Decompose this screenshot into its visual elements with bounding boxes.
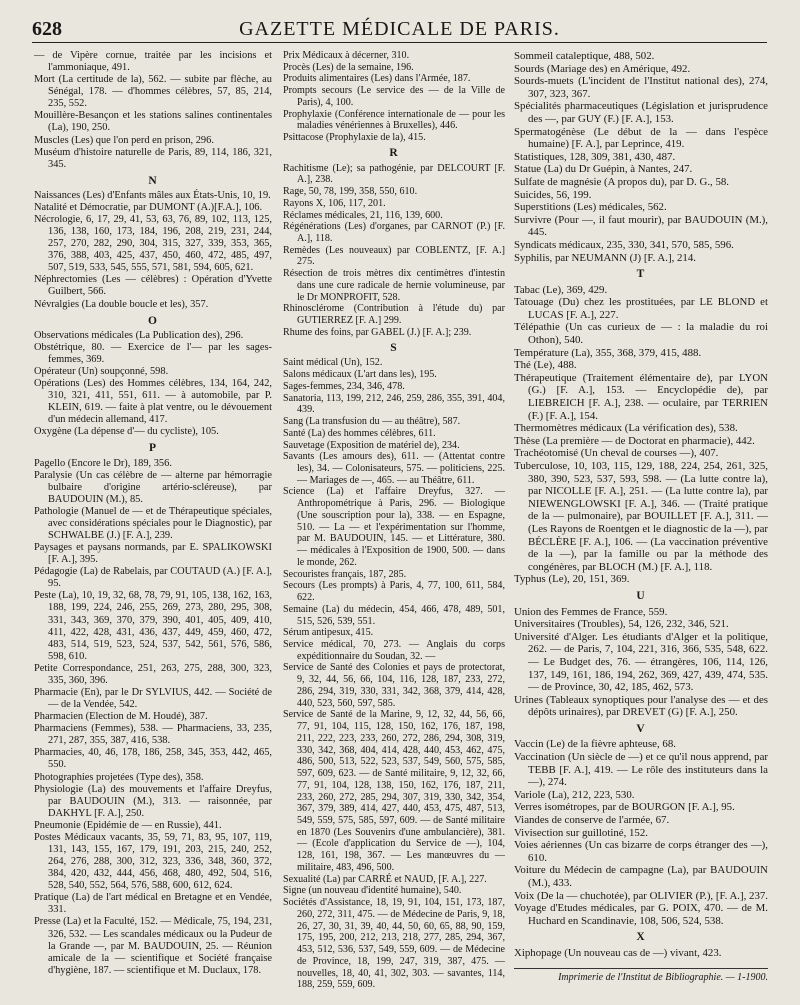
- index-entry: Sang (La transfusion du — au théâtre), 587.: [283, 416, 461, 428]
- index-entry: Tabac (Le), 369, 429.: [514, 283, 608, 296]
- section-letter: S: [390, 341, 398, 354]
- index-entry: Rayons X, 106, 117, 201.: [283, 197, 386, 209]
- index-entry: Syphilis, par NEUMANN (J) [F. A.], 214.: [514, 251, 696, 264]
- index-entry: Science (La) et l'affaire Dreyfus, 327. — Anthropométrique à Paris, 296. — Biologique (Une souscription pour la), 338. — en Espagne, 510. — La — et l'expérimentation sur l'homme, par M. BAUDOUIN, 145. — et Littérature, 380. — médicales à l'Exposition de 1900, 500. — dans le monde, 262.: [283, 486, 505, 568]
- index-entry: Suicides, 56, 199.: [514, 188, 592, 201]
- index-entry: Naissances (Les) d'Enfants mâles aux États-Unis, 10, 19.: [34, 189, 271, 201]
- index-entry: Urines (Tableaux synoptiques pour l'analyse des — et des dépôts urinaires), par DREVET (G) [F. A.], 250.: [514, 693, 768, 719]
- index-entry: Service médical, 70, 273. — Anglais du corps expéditionnaire du Soudan, 32. —: [283, 638, 505, 662]
- index-entry: Voix (De la — chuchotée), par OLIVIER (P.), [F. A.], 237.: [514, 889, 769, 902]
- index-entry: Trachéotomisé (Un cheval de courses —), 407.: [514, 447, 719, 460]
- index-entry: Muséum d'histoire naturelle de Paris, 89, 114, 186, 321, 345.: [34, 146, 272, 170]
- index-entry: Signe (un nouveau d'identité humaine), 540.: [283, 885, 462, 897]
- section-letter: T: [636, 268, 646, 281]
- index-entry: Pharmaciens (Femmes), 538. — Pharmaciens, 33, 235, 271, 287, 355, 387, 416, 538.: [34, 723, 272, 747]
- index-entry: Sages-femmes, 234, 346, 478.: [283, 380, 405, 392]
- page-number: 628: [32, 18, 62, 40]
- index-entry: Sulfate de magnésie (A propos du), par D. G., 58.: [514, 175, 730, 188]
- section-letter: O: [148, 314, 158, 327]
- index-entry: Statue (La) du Dr Guépin, à Nantes, 247.: [514, 163, 693, 176]
- index-column-3: [514, 50, 768, 984]
- index-entry: Résection de trois mètres dix centimètres d'intestin dans une cure radicale de hernie volumineuse, par le Dr MONPROFIT, 528.: [283, 268, 505, 303]
- index-entry: Tatouage (Du) chez les prostituées, par LE BLOND et LUCAS [F. A.], 227.: [514, 296, 768, 321]
- index-entry: Peste (La), 10, 19, 32, 68, 78, 79, 91, 105, 138, 162, 163, 188, 199, 224, 246, 255, 269, 273, 280, 295, 308, 331, 343, 369, 370, 379, 390, 401, 405, 409, 410, 411, 422, 428, 431, 436, 437, 449, 459, 460, 472, 483, 514, 519, 523, 524, 537, 542, 561, 576, 586, 598, 610.: [34, 590, 272, 662]
- index-entry: Petite Correspondance, 251, 263, 275, 288, 300, 323, 335, 360, 396.: [34, 662, 272, 686]
- journal-title: GAZETTE MÉDICALE DE PARIS.: [239, 18, 560, 40]
- index-entry: Photographies projetées (Type des), 358.: [34, 771, 204, 783]
- index-entry: Oxygène (La dépense d'— du cycliste), 105.: [34, 426, 219, 438]
- index-entry: Xiphopage (Un nouveau cas de —) vivant, 423.: [514, 946, 722, 959]
- index-entry: Sourds-muets (L'incident de l'Institut national des), 274, 307, 323, 367.: [514, 75, 768, 100]
- index-entry: Typhus (Le), 20, 151, 369.: [514, 573, 630, 586]
- index-entry: Saint médical (Un), 152.: [283, 357, 383, 369]
- index-entry: Postes Médicaux vacants, 35, 59, 71, 83, 95, 107, 119, 131, 143, 155, 167, 179, 191, 203, 215, 240, 252, 264, 276, 288, 300, 312, 323, 336, 348, 360, 372, 384, 420, 432, 444, 456, 468, 480, 492, 504, 516, 528, 540, 552, 564, 576, 588, 600, 612, 624.: [34, 831, 272, 892]
- printer-imprint: Imprimerie de l'Institut de Bibliographie. — 1-1900.: [514, 968, 768, 985]
- index-entry: Thérapeutique (Traitement élémentaire de), par LYON (G.) [F. A.], 153. — Encyclopédie de), par LIEBREICH [F. A.], 238. — oculaire, par TERRIEN (F.) [F. A.], 154.: [514, 371, 768, 422]
- index-entry: Superstitions (Les) médicales, 562.: [514, 201, 667, 214]
- index-entry: Sourds (Mariage des) en Amérique, 492.: [514, 62, 691, 75]
- index-entry: Température (La), 355, 368, 379, 415, 488.: [514, 346, 702, 359]
- section-letter: X: [636, 931, 646, 944]
- index-entry: Produits alimentaires (Les) dans l'Armée, 187.: [283, 73, 471, 85]
- index-entry: Secouristes français, 187, 285.: [283, 568, 407, 580]
- index-entry: Thermomètres médicaux (La vérification des), 538.: [514, 422, 738, 435]
- index-entry: Sauvetage (Exposition de matériel de), 234.: [283, 439, 460, 451]
- index-entry: Pagello (Encore le Dr), 189, 356.: [34, 457, 172, 469]
- index-entry: Pharmacien (Election de M. Houdé), 387.: [34, 711, 208, 723]
- index-entry: Mouillère-Besançon et les stations salines continentales (La), 190, 250.: [34, 110, 272, 134]
- index-entry: Mort (La certitude de la), 562. — subite par flèche, au Sénégal, 178. — d'hommes célèbres, 57, 85, 214, 235, 552.: [34, 74, 272, 110]
- index-entry: Régénérations (Les) d'organes, par CARNOT (P.) [F. A.], 118.: [283, 221, 505, 245]
- index-entry: Voiture du Médecin de campagne (La), par BAUDOUIN (M.), 433.: [514, 864, 768, 889]
- index-entry: Opérateur (Un) soupçonné, 598.: [34, 365, 169, 377]
- section-letter: R: [389, 146, 399, 159]
- index-entry: Rhinosclérome (Contribution à l'étude du) par GUTIERREZ [F. A.] 299.: [283, 303, 505, 327]
- index-entry: Sexualité (La) par CARRÉ et NAUD, [F. A.], 227.: [283, 873, 487, 885]
- index-entry: Pharmacie (En), par le Dr SYLVIUS, 442. — Société de — de la Vendée, 542.: [34, 686, 272, 711]
- index-entry: Vaccination (Un siècle de —) et ce qu'il nous apprend, par TEBB [F. A.], 419. — Le rôle des instituteurs dans la —), 274.: [514, 751, 768, 789]
- index-entry: Thé (Le), 488.: [514, 359, 577, 372]
- index-entry: Observations médicales (La Publication des), 296.: [34, 329, 244, 341]
- index-entry: Télépathie (Un cas curieux de — : la maladie du roi Othon), 540.: [514, 321, 768, 347]
- index-entry: Service de Santé de la Marine, 9, 12, 32, 44, 56, 66, 77, 91, 104, 115, 128, 150, 162, 176, 187, 198, 211, 222, 223, 233, 260, 272, 286, 294, 308, 319, 330, 342, 368, 404, 414, 428, 440, 453, 462, 475, 486, 500, 513, 522, 523, 537, 549, 560, 575, 585, 597, 609, 623. — de Santé militaire, 9, 12, 32, 66, 77, 91, 104, 128, 138, 150, 162, 176, 187, 211, 233, 260, 272, 285, 294, 307, 319, 330, 342, 354, 367, 379, 389, 414, 427, 440, 453, 475, 487, 513, 549, 559, 575, 585, 597, 609. — de Santé militaire en 1870 (Les Souvenirs d'une ambulancière), 381. — (Ecole d'application du Service de —), 104, 128, 161, 198, 367. — Les manœuvres du — militaire, 483, 496, 500.: [283, 709, 505, 873]
- index-entry: Verres isométropes, par de BOURGON [F. A.], 95.: [514, 801, 735, 814]
- index-entry: Physiologie (La) des mouvements et l'affaire Dreyfus, par BAUDOUIN (M.), 313. — raisonnée, par DAKHYL [F. A.], 250.: [34, 783, 272, 819]
- index-entry: Réclames médicales, 21, 116, 139, 600.: [283, 209, 443, 221]
- index-entry: Spermatogénèse (Le début de la — dans l'espèce humaine) [F. A.], par Leprince, 419.: [514, 125, 768, 151]
- index-entry: Prompts secours (Le service des — de la Ville de Paris), 4, 100.: [283, 85, 505, 108]
- index-entry: Obstétrique, 80. — Exercice de l'— par les sages-femmes, 369.: [34, 341, 272, 365]
- index-entry: Universitaires (Troubles), 54, 126, 232, 346, 521.: [514, 618, 729, 631]
- index-entry: Sérum antipesux, 415.: [283, 627, 374, 639]
- index-entry: Prophylaxie (Conférence internationale de — pour les maladies vénériennes à Bruxelles), 446.: [283, 108, 505, 132]
- index-entry: Psittacose (Prophylaxie de la), 415.: [283, 132, 426, 144]
- index-entry: Prix Médicaux à décerner, 310.: [283, 50, 410, 61]
- section-letter: U: [636, 589, 646, 602]
- index-column-3-body: [514, 50, 768, 960]
- index-entry: Procès (Les) de la semaine, 196.: [283, 61, 414, 73]
- index-entry: Spécialités pharmaceutiques (Législation et jurisprudence des —, par GUY (F.) [F. A.], 153.: [514, 100, 768, 125]
- section-letter: V: [636, 722, 646, 735]
- index-entry: Tuberculose, 10, 103, 115, 129, 188, 224, 254, 261, 325, 380, 390, 523, 537, 593, 598. — (La lutte contre la), par NICOLLE [F. A.], 251. — (La lutte contre la), par NIEWENGLOWSKI [F. A.], 346. — (Traité pratique de la — pulmonaire), par BOUILLET [F. A.], 311. — (Les Rayons de Roentgen et le diagnostic de la —), par BÉCLÈRE [F. A.], 106. — (La vaccination préventive de la —), par la famille ou par la méthode des congénères, par BLOCH (M.) [F. A.], 118.: [514, 460, 768, 573]
- index-entry: Savants (Les amours des), 611. — (Attentat contre les), 34. — Colonisateurs, 575. — politiciens, 225. — Mariages de —, 465. — au Théâtre, 611.: [283, 451, 505, 486]
- index-entry: Pneumonie (Epidémie de — en Russie), 441.: [34, 819, 222, 831]
- index-entry: Rage, 50, 78, 199, 358, 550, 610.: [283, 186, 418, 198]
- index-entry: Service de Santé des Colonies et pays de protectorat, 9, 32, 44, 56, 66, 104, 116, 128, 187, 233, 272, 286, 294, 319, 330, 331, 342, 368, 379, 414, 428, 440, 523, 560, 597, 585.: [283, 662, 505, 709]
- index-entry: Pédagogie (La) de Rabelais, par COUTAUD (A.) [F. A.], 95.: [34, 566, 272, 590]
- index-entry: Thèse (La première — de Doctorat en pharmacie), 442.: [514, 434, 755, 447]
- index-entry: Voies aériennes (Un cas bizarre de corps étranger des —), 610.: [514, 839, 768, 864]
- index-entry: Salons médicaux (L'art dans les), 195.: [283, 369, 437, 381]
- index-entry: Paysages et paysans normands, par E. SPALIKOWSKI [F. A.], 395.: [34, 542, 272, 566]
- index-entry: Natalité et Démocratie, par DUMONT (A.)[F.A.], 106.: [34, 201, 263, 213]
- index-column-2: [283, 50, 505, 991]
- index-entry: Union des Femmes de France, 559.: [514, 605, 668, 618]
- index-entry: Sanatoria, 113, 199, 212, 246, 259, 286, 355, 391, 404, 439.: [283, 392, 505, 416]
- section-letter: P: [148, 442, 158, 455]
- index-entry: Opérations (Les) des Hommes célèbres, 134, 164, 242, 310, 321, 411, 551, 611. — à automobile, par P. KLEIN, 619. — faite à plat ventre, ou le dévouement d'un médecin allemand, 417.: [34, 378, 272, 426]
- index-entry: Viandes de conserve de l'armée, 67.: [514, 814, 670, 827]
- index-entry: Sociétés d'Assistance, 18, 19, 91, 104, 151, 173, 187, 260, 272, 311, 475. — de Médecine de Paris, 9, 18, 26, 27, 30, 31, 39, 40, 44, 50, 60, 65, 88, 90, 159, 175, 195, 200, 212, 213, 218, 277, 285, 294, 367, 453, 512, 536, 537, 549, 559, 609. — de Médecine de Province, 18, 199, 247, 319, 387, 475. — nouvelles, 18, 40, 41, 302, 303. — savantes, 114, 188, 259, 559, 609.: [283, 897, 505, 991]
- index-entry: — de Vipère cornue, traitée par les incisions et l'ammoniaque, 491.: [34, 50, 272, 74]
- index-entry: Rhume des foins, par GABEL (J.) [F. A.]; 239.: [283, 326, 472, 338]
- index-entry: Statistiques, 128, 309, 381, 430, 487.: [514, 150, 676, 163]
- index-entry: Pathologie (Manuel de — et de Thérapeutique spéciales, avec considérations spéciales pour le Diagnostic), par SCHWALBE (J.) [F. A.], 239.: [34, 505, 272, 541]
- index-entry: Pharmacies, 40, 46, 178, 186, 258, 345, 353, 442, 465, 550.: [34, 747, 272, 771]
- index-entry: Secours (Les prompts) à Paris, 4, 77, 100, 611, 584, 622.: [283, 580, 505, 604]
- page-header: [32, 16, 767, 43]
- index-entry: Pratique (La) de l'art médical en Bretagne et en Vendée, 331.: [34, 892, 272, 916]
- index-entry: Semaine (La) du médecin, 454, 466, 478, 489, 501, 515, 526, 539, 551.: [283, 603, 505, 627]
- index-entry: Survivre (Pour —, il faut mourir), par BAUDOUIN (M.), 445.: [514, 213, 768, 239]
- index-column-1: [34, 50, 272, 977]
- index-entry: Remèdes (Les nouveaux) par COBLENTZ, [F. A.] 275.: [283, 244, 505, 268]
- index-entry: Santé (La) des hommes célèbres, 611.: [283, 427, 436, 439]
- index-entry: Nécrologie, 6, 17, 29, 41, 53, 63, 76, 89, 102, 113, 125, 136, 138, 160, 173, 184, 196, 208, 219, 231, 244, 257, 270, 282, 290, 304, 315, 327, 339, 353, 365, 376, 388, 403, 425, 437, 450, 460, 472, 485, 497, 507, 519, 533, 545, 555, 571, 581, 594, 605, 621.: [34, 214, 272, 274]
- index-entry: Vivisection sur guillotiné, 152.: [514, 826, 648, 839]
- index-entry: Syndicats médicaux, 235, 330, 341, 570, 585, 596.: [514, 238, 734, 251]
- index-entry: Presse (La) et la Faculté, 152. — Médicale, 75, 194, 231, 326, 532. — Les scandales médicaux ou la Pudeur de la Grande —, par M. BAUDOUIN, 25. — Réunion amicale de la — scientifique et Société française d'hygiène, 187. — scientifique et M. Duclaux, 178.: [34, 916, 272, 976]
- index-entry: Néphrectomies (Les — célèbres) : Opération d'Yvette Guilbert, 566.: [34, 274, 272, 298]
- index-entry: Rachitisme (Le); sa pathogénie, par DELCOURT [F. A.], 238.: [283, 162, 505, 186]
- index-entry: Muscles (Les) que l'on perd en prison, 296.: [34, 134, 214, 146]
- index-entry: Voyage d'Etudes médicales, par G. POIX, 470. — de M. Huchard en Scandinavie, 108, 506, 524, 538.: [514, 902, 768, 927]
- index-entry: Paralysie (Un cas célèbre de — alterne par hémorragie bulbaire d'origine artério-scléreuse), par BAUDOUIN (M.), 85.: [34, 469, 272, 505]
- section-letter: N: [148, 174, 158, 187]
- index-entry: Vaccin (Le) de la fièvre aphteuse, 68.: [514, 738, 676, 751]
- index-entry: Université d'Alger. Les étudiants d'Alger et la politique, 262. — de Paris, 7, 104, 221, 316, 366, 535, 548, 622. — Le Budget des, 76. — étrangères, 106, 114, 126, 137, 149, 161, 186, 194, 262, 369, 427, 439, 474, 535. — de Province, 30, 42, 185, 462, 573.: [514, 630, 768, 694]
- index-entry: Névralgies (La double boucle et les), 357.: [34, 298, 209, 310]
- index-entry: Sommeil cataleptique, 488, 502.: [514, 50, 655, 62]
- index-entry: Variole (La), 212, 223, 530.: [514, 788, 635, 801]
